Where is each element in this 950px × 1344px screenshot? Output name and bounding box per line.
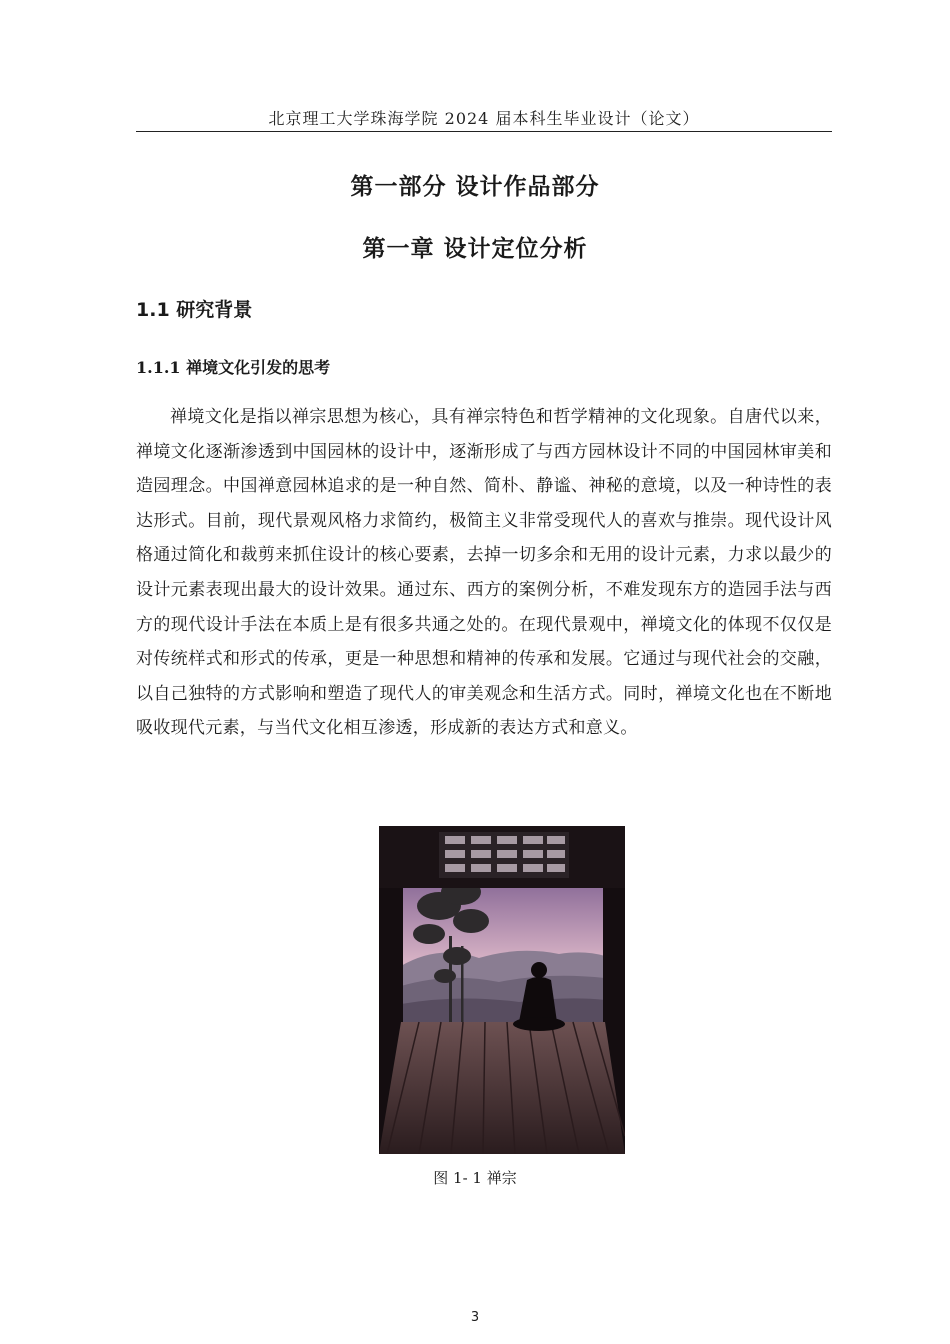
running-header: 北京理工大学珠海学院 2024 届本科生毕业设计（论文） (268, 109, 700, 128)
body-paragraph: 禅境文化是指以禅宗思想为核心，具有禅宗特色和哲学精神的文化现象。自唐代以来，禅境文化逐渐渗透到中国园林的设计中，逐渐形成了与西方园林设计不同的中国园林审美和造园理念。中国禅意园林追求的是一种自然、简朴、静谧、神秘的意境，以及一种诗性的表达形式。目前，现代景观风格力求简约，极简主义非常受现代人的喜欢与推崇。现代设计风格通过简化和裁剪来抓住设计的核心要素，去掉一切多余和无用的设计元素，力求以最少的设计元素表现出最大的设计效果。通过东、西方的案例分析，不难发现东方的造园手法与西方的现代设计手法在本质上是有很多共通之处的。在现代景观中，禅境文化的体现不仅仅是对传统样式和形式的传承，更是一种思想和精神的传承和发展。它通过与现代社会的交融，以自己独特的方式影响和塑造了现代人的审美观念和生活方式。同时，禅境文化也在不断地吸收现代元素，与当代文化相互渗透，形成新的表达方式和意义。 (136, 407, 832, 739)
chapter-title: 第一章 设计定位分析 (362, 236, 588, 262)
zen-meditation-photo (379, 826, 625, 1154)
figure-caption: 图 1- 1 禅宗 (433, 1169, 517, 1187)
page-number: 3 (470, 1310, 480, 1325)
section-title: 1.1 研究背景 (136, 299, 253, 321)
subsection-title: 1.1.1 禅境文化引发的思考 (136, 358, 331, 377)
zen-photo-figure (379, 826, 625, 1154)
part-title: 第一部分 设计作品部分 (350, 174, 600, 200)
header-rule (136, 131, 832, 132)
